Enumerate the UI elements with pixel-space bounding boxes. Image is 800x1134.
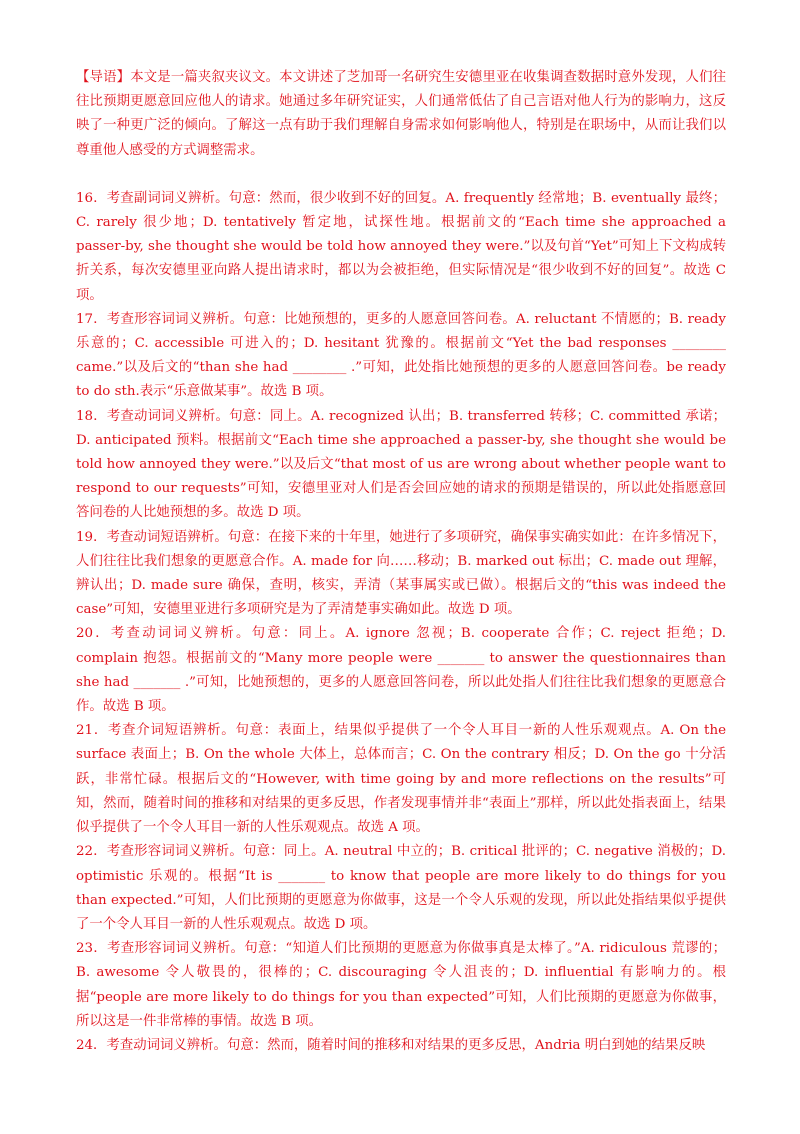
answer-item-16: 16．考查副词词义辨析。句意：然而，很少收到不好的回复。A. frequently 经常地；B. eventually 最终；C. rarely 很少地；D. tentatively 暂定地，试探性地。根据前文的“Each time she approached a passer-by, she thought she would be told how annoyed they were.”以及句首“Yet”可知上下文构成转折关系，每次安德里亚向路人提出请求时，都以为会被拒绝，但实际情况是“很少收到不好的回复”。故选 C 项。	[76, 190, 726, 303]
answer-item-17: 17．考查形容词词义辨析。句意：比她预想的，更多的人愿意回答问卷。A. reluctant 不情愿的；B. ready 乐意的；C. accessible 可进入的；D. hesitant 犹豫的。根据前文“Yet the bad responses ________ came.”以及后文的“than she had ________ .”可知，此处指比她预想的更多的人愿意回答问卷。be ready to do sth.表示“乐意做某事”。故选 B 项。	[76, 311, 726, 400]
answer-item-22: 22．考查形容词词义辨析。句意：同上。A. neutral 中立的；B. critical 批评的；C. negative 消极的；D. optimistic 乐观的。根据“It is _______ to know that people are more likely to do things for you than expected.”可知，人们比预期的更愿意为你做事，这是一个令人乐观的发现，所以此处指结果似乎提供了一个令人耳目一新的人性乐观观点。故选 D 项。	[76, 844, 726, 932]
intro-text: 本文是一篇夹叙夹议文。本文讲述了芝加哥一名研究生安德里亚在收集调查数据时意外发现，人们往往比预期更愿意回应他人的请求。她通过多年研究证实，人们通常低估了自己言语对他人行为的影响力，这反映了一种更广泛的倾向。了解这一点有助于我们理解自身需求如何影响他人，特别是在职场中，从而让我们以尊重他人感受的方式调整需求。	[76, 70, 727, 158]
answer-item-20: 20．考查动词词义辨析。句意：同上。A. ignore 忽视；B. cooperate 合作；C. reject 拒绝；D. complain 抱怨。根据前文的“Many more people were _______ to answer the questionnaires than she had _______ .”可知，比她预想的，更多的人愿意回答问卷，所以此处指人们往往比我们想象的更愿意合作。故选 B 项。	[76, 626, 726, 715]
answer-item-21: 21．考查介词短语辨析。句意：表面上，结果似乎提供了一个令人耳目一新的人性乐观观点。A. On the surface 表面上；B. On the whole 大体上，总体而言；C. On the contrary 相反；D. On the go 十分活跃，非常忙碌。根据后文的“However, with time going by and more reflections on the results”可知，然而，随着时间的推移和对结果的更多反思，作者发现事情并非“表面上”那样，所以此处指表面上，结果似乎提供了一个令人耳目一新的人性乐观观点。故选 A 项。	[76, 723, 726, 836]
answer-item-24: 24．考查动词词义辨析。句意：然而，随着时间的推移和对结果的更多反思，Andria 明白到她的结果反映	[76, 1037, 706, 1053]
intro-tag: 【导语】	[76, 70, 131, 85]
answer-document	[76, 66, 726, 1058]
answer-item-23: 23．考查形容词词义辨析。句意：“知道人们比预期的更愿意为你做事真是太棒了。”A. ridiculous 荒谬的；B. awesome 令人敬畏的，很棒的；C. discouraging 令人沮丧的；D. influential 有影响力的。根据“people are more likely to do things for you than expected”可知，人们比预期的更愿意为你做事，所以这是一件非常棒的事情。故选 B 项。	[76, 941, 726, 1029]
answer-item-18: 18．考查动词词义辨析。句意：同上。A. recognized 认出；B. transferred 转移；C. committed 承诺；D. anticipated 预料。根据前文“Each time she approached a passer-by, she thought she would be told how annoyed they were.”以及后文“that most of us are wrong about whether people want to respond to our requests”可知，安德里亚对人们是否会回应她的请求的预期是错误的，所以此处指愿意回答问卷的人比她预想的多。故选 D 项。	[76, 408, 726, 521]
intro-paragraph	[76, 66, 726, 163]
answer-item-19: 19．考查动词短语辨析。句意：在接下来的十年里，她进行了多项研究，确保事实确实如此：在许多情况下，人们往往比我们想象的更愿意合作。A. made for 向……移动；B. marked out 标出；C. made out 理解，辨认出；D. made sure 确保，查明，核实，弄清（某事属实或已做）。根据后文的“this was indeed the case”可知，安德里亚进行多项研究是为了弄清楚事实确如此。故选 D 项。	[76, 529, 726, 618]
